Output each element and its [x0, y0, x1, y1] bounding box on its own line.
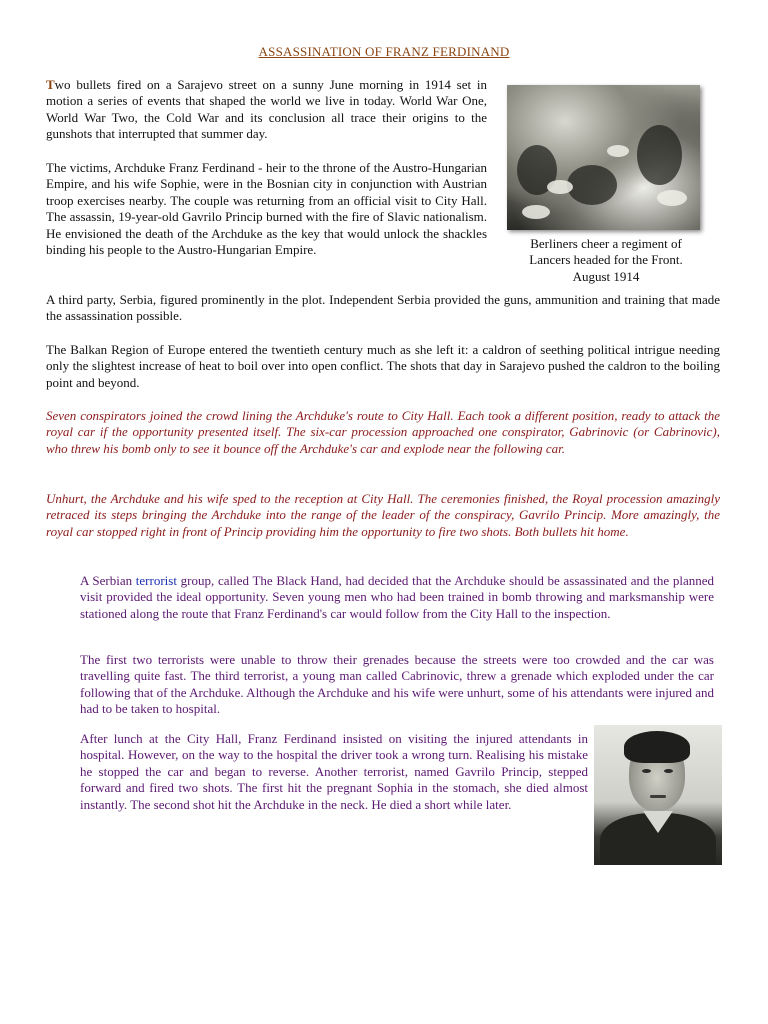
intro-paragraph-1: [46, 77, 487, 143]
caption-line-1: Berliners cheer a regiment of: [530, 236, 682, 251]
photo-caption: [508, 236, 704, 285]
crowd-photo-icon: [507, 85, 700, 230]
quote-text-pre: A Serbian: [80, 573, 136, 588]
grenade-paragraph: The first two terrorists were unable to throw their grenades because the streets were too crowded and the car was travelling quite fast. The third terrorist, a young man called Cabrinovic, threw a grenade which exploded under the car following that of the Archduke. Although the Archduke and his wife were unhurt, some of his attendants were injured and had to be taken to hospital.: [80, 652, 714, 717]
conspirators-paragraph: Seven conspirators joined the crowd lining the Archduke's route to City Hall. Each took a different position, ready to attack the royal car if the opportunity presented itself. The six-car procession approached one conspirator, Gabrinovic (or Cabrinovic), who threw his bomb only to see it bounce off the Archduke's car and explode near the following car.: [46, 408, 720, 456]
drop-cap: T: [46, 77, 55, 92]
procession-paragraph: Unhurt, the Archduke and his wife sped to the reception at City Hall. The ceremonies finished, the Royal procession amazingly retraced its steps bringing the Archduke into the range of the leader of the conspiracy, Gavrilo Princip. More amazingly, the royal car stopped right in front of Princip providing him the opportunity to fire two shots. Both bullets hit home.: [46, 491, 720, 539]
intro-text-1: wo bullets fired on a Sarajevo street on a sunny June morning in 1914 set in motion a series of events that shaped the world we live in today. World War One, World War Two, the Cold War and its conclusion all trace their origins to the gunshots that interrupted that summer day.: [46, 77, 487, 142]
intro-paragraph-2: The victims, Archduke Franz Ferdinand - heir to the throne of the Austro-Hungarian Empire, and his wife Sophie, were in the Bosnian city in conjunction with Austrian troop exercises nearby. The couple was returning from an official visit to City Hall. The assassin, 19-year-old Gavrilo Princip burned with the fire of Slavic nationalism. He envisioned the death of the Archduke as the key that would unlock the shackles binding his people to the Austro-Hungarian Empire.: [46, 160, 487, 258]
quote-text-post: group, called The Black Hand, had decided that the Archduke should be assassinated and the planned visit provided the ideal opportunity. Seven young men who had been trained in bomb throwing and marksmanship were stationed along the route that Franz Ferdinand's car would follow from the City Hall to the inspection.: [80, 573, 714, 621]
caption-line-2: Lancers headed for the Front.: [529, 252, 683, 268]
portrait-photo-icon: [594, 725, 722, 865]
balkan-paragraph: The Balkan Region of Europe entered the twentieth century much as she left it: a caldron of seething political intrigue needing only the slightest increase of heat to boil over into open conflict. The shots that day in Sarajevo pushed the caldron to the boiling point and beyond.: [46, 342, 720, 390]
terrorist-link[interactable]: terrorist: [135, 573, 177, 588]
caption-line-3: August 1914: [572, 268, 640, 284]
black-hand-paragraph: [80, 573, 714, 622]
page-title: ASSASSINATION OF FRANZ FERDINAND: [258, 44, 510, 59]
serbia-paragraph: A third party, Serbia, figured prominently in the plot. Independent Serbia provided the guns, ammunition and training that made the assassination possible.: [46, 292, 720, 324]
shooting-paragraph: After lunch at the City Hall, Franz Ferdinand insisted on visiting the injured attendants in hospital. However, on the way to the hospital the driver took a wrong turn. Realising his mistake he stopped the car and began to reverse. Another terrorist, named Gavrilo Princip, stepped forward and fired two shots. The first hit the pregnant Sophia in the stomach, she died almost instantly. The second shot hit the Archduke in the neck. He died a short while later.: [80, 731, 588, 812]
